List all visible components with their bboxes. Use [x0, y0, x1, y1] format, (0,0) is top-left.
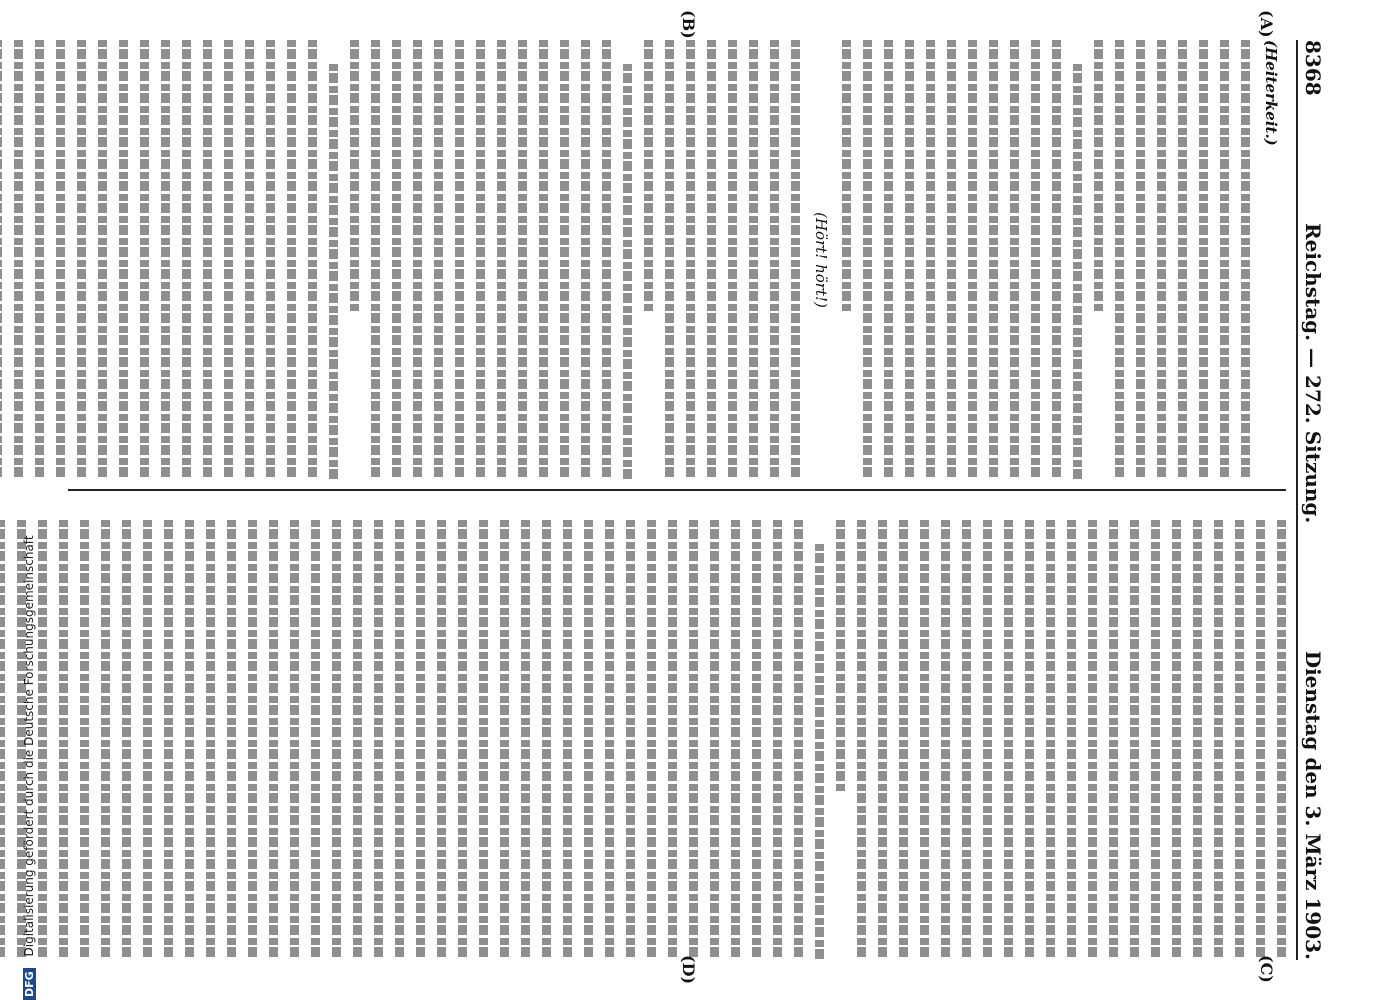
digitization-footer: [0, 0, 36, 1000]
column-marker-c: (C): [1257, 955, 1276, 983]
interjection-hoert: (Hört! hört!): [812, 212, 830, 308]
session-title: Reichstag. — 272. Sitzung.: [1301, 223, 1325, 524]
session-date: Dienstag den 3. März 1903.: [1301, 650, 1325, 960]
page-number: 8368: [1301, 40, 1325, 96]
column-divider: [68, 489, 1286, 491]
document-sheet: [48, 0, 1348, 1000]
right-column: [68, 520, 1286, 960]
left-column: [68, 40, 1286, 480]
column-marker-a: (A): [1257, 10, 1276, 38]
dfg-logo: DFG: [23, 968, 36, 1000]
column-marker-d: (D): [679, 955, 698, 985]
column-marker-b: (B): [679, 10, 698, 39]
digitization-note: Digitalisierung gefördert durch die Deutsche Forschungsgemeinschaft: [22, 535, 36, 957]
page-header: [1296, 40, 1328, 960]
interjection-heiterkeit: (Heiterkeit.): [1262, 40, 1280, 146]
